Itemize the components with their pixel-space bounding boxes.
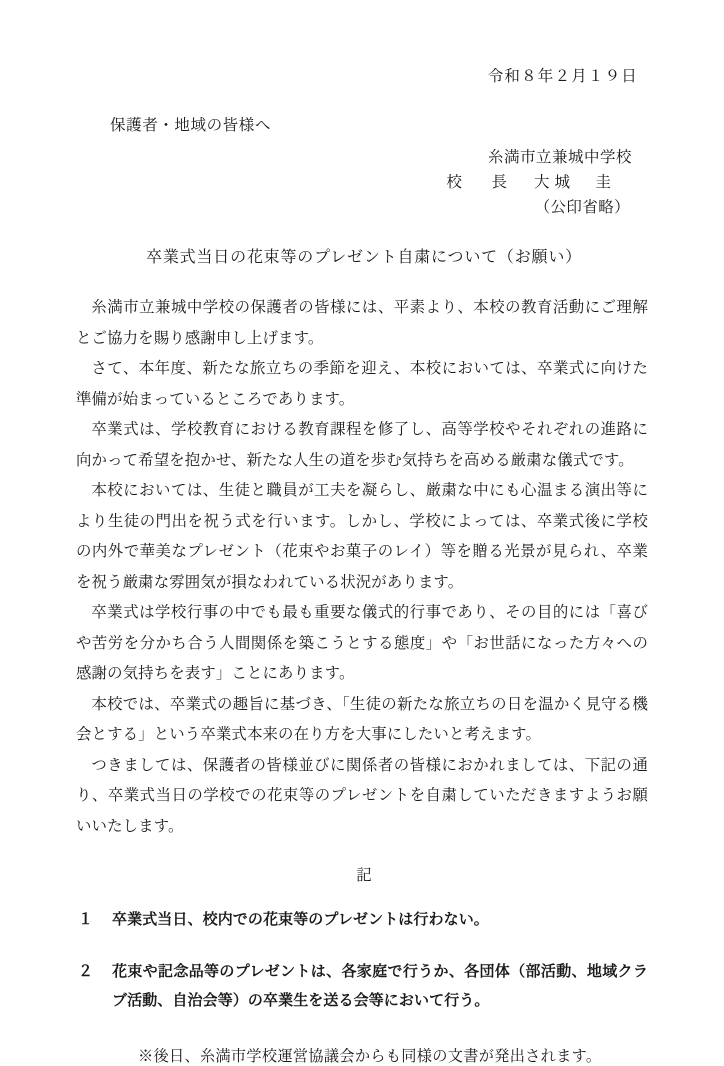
list-item [76,905,648,934]
sender-block [76,145,648,220]
document-footnote: ※後日、糸満市学校運営協議会からも同様の文書が発出されます。 [138,1047,602,1066]
list-item-number: ２ [78,961,94,980]
list-item-text: 卒業式当日、校内での花束等のプレゼントは行わない。 [112,910,489,929]
list-item [76,957,648,1016]
document-date: 令和８年２月１９日 [487,67,638,85]
sender-role: 校 長 [446,173,514,192]
body-paragraph: 卒業式は学校行事の中でも最も重要な儀式的行事であり、その目的には「喜びや苦労を分かち合う人間関係を築こうとする態度」や「お世話になった方々への感謝の気持ちを表す」ことにあります。 [76,603,648,683]
list-item-number: １ [78,910,94,929]
body-paragraph: 本校においては、生徒と職員が工夫を凝らし、厳粛な中にも心温まる演出等により生徒の門出を祝う式を行います。しかし、学校によっては、卒業式後に学校の内外で華美なプレゼント（花束やお菓子のレイ）等を贈る光景が見られ、卒業を祝う厳粛な雰囲気が損なわれている状況があります。 [76,481,648,591]
numbered-items-list [76,905,648,1015]
sender-name: 大城 圭 [533,173,616,192]
body-paragraph: 卒業式は、学校教育における教育課程を修了し、高等学校やそれぞれの進路に向かって希望を抱かせ、新たな人生の道を歩む気持ちを高める厳粛な儀式です。 [76,420,648,469]
body-paragraph: 糸満市立兼城中学校の保護者の皆様には、平素より、本校の教育活動にご理解とご協力を賜り感謝申し上げます。 [76,298,648,347]
sender-seal-note: （公印省略） [534,198,630,217]
sender-principal-line [76,170,632,195]
document-title: 卒業式当日の花束等のプレゼント自粛について（お願い） [146,247,582,267]
list-item-text: 花束や記念品等のプレゼントは、各家庭で行うか、各団体（部活動、地域クラブ活動、自治会等）の卒業生を送る会等において行う。 [112,961,648,1009]
body-paragraph: さて、本年度、新たな旅立ちの季節を迎え、本校においては、卒業式に向けた準備が始まっているところであります。 [76,359,648,408]
sender-school-name: 糸満市立兼城中学校 [487,148,632,166]
document-body-text [76,292,648,841]
document-body [76,0,648,1066]
body-paragraph: 本校では、卒業式の趣旨に基づき、「生徒の新たな旅立ちの日を温かく見守る機会とする」という卒業式本来の在り方を大事にしたいと考えます。 [76,694,648,744]
document-addressee: 保護者・地域の皆様へ [110,116,272,134]
body-paragraph: つきましては、保護者の皆様並びに関係者の皆様におかれましては、下記の通り、卒業式当日の学校での花束等のプレゼントを自粛していただきますようお願いいたします。 [76,755,648,835]
ki-marker: 記 [356,866,372,885]
